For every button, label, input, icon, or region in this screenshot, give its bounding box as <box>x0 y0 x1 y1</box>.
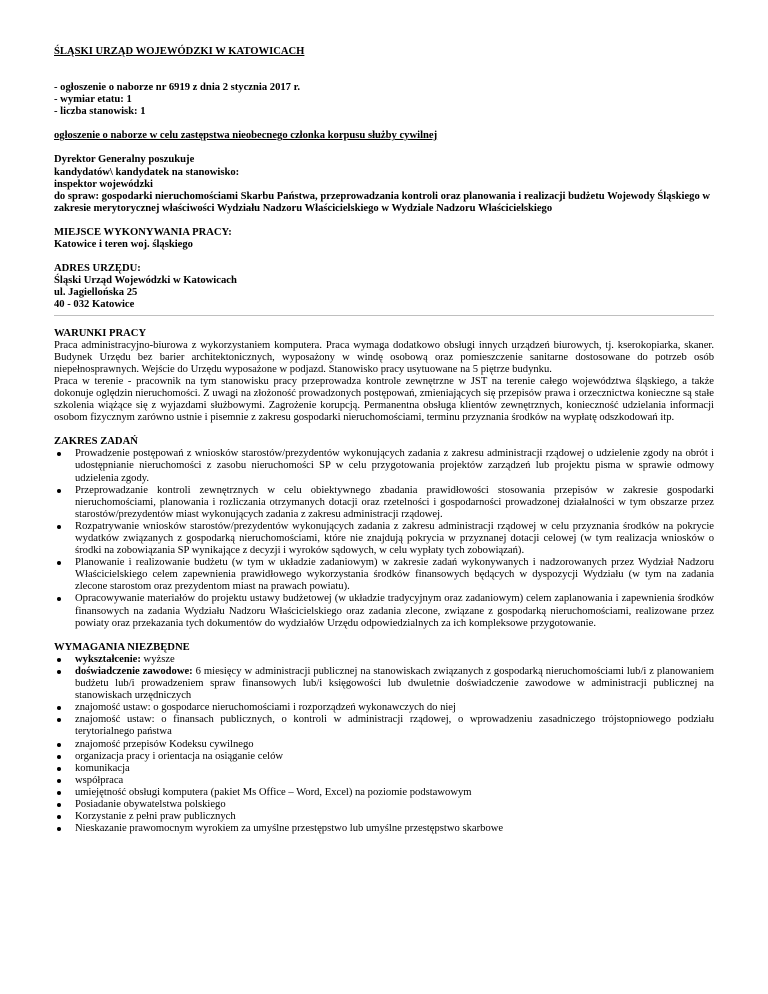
positions-count: - liczba stanowisk: 1 <box>54 106 146 118</box>
bullet-icon <box>57 658 61 662</box>
bullet-icon <box>57 452 61 456</box>
address-line-city: 40 - 032 Katowice <box>54 299 135 311</box>
bullet-icon <box>57 718 61 722</box>
list-item: Korzystanie z pełni praw publicznych <box>54 811 714 823</box>
list-item: doświadczenie zawodowe: 6 miesięcy w administracji publicznej na stanowiskach związanych z gospodarką nieruchomościami lub/i z planowaniem budżetu lub/i prowadzeniem spraw finansowych lub/i księgowości lub dwuletnie doświadczenie zawodowe w administracji publicznej na stanowiskach urzędniczych <box>54 666 714 702</box>
bullet-icon <box>57 779 61 783</box>
position-description <box>54 154 714 214</box>
workplace-section <box>54 227 714 251</box>
bullet-icon <box>57 597 61 601</box>
section-divider <box>54 315 714 316</box>
document-page <box>54 46 714 835</box>
position-line-candidates: kandydatów\ kandydatek na stanowisko: <box>54 166 240 178</box>
list-item: współpraca <box>54 775 714 787</box>
bullet-icon <box>57 755 61 759</box>
address-heading: ADRES URZĘDU: <box>54 263 141 275</box>
bullet-icon <box>57 670 61 674</box>
list-item: Rozpatrywanie wniosków starostów/prezydentów wykonujących zadania z zakresu administracji rządowej w celu przyznania środków na pokrycie wydatków związanych z gospodarką nieruchomościami, które nie znajdują pokrycia w przyznanej dotacji celowej (w tym realizacja wniosków o środki na zobowiązania SP wynikające z decyzji i wyroków sądowych, w celu wypłaty tych zobowiązań). <box>54 521 714 557</box>
list-item: znajomość przepisów Kodeksu cywilnego <box>54 739 714 751</box>
workplace-value: Katowice i teren woj. śląskiego <box>54 239 193 251</box>
list-item: Nieskazanie prawomocnym wyrokiem za umyślne przestępstwo lub umyślne przestępstwo skarbowe <box>54 823 714 835</box>
list-item: organizacja pracy i orientacja na osiąganie celów <box>54 751 714 763</box>
bullet-icon <box>57 561 61 565</box>
list-item: Opracowywanie materiałów do projektu ustawy budżetowej (w układzie tradycyjnym oraz zadaniowym) celem zaplanowania i zapewnienia środków finansowych na zadania Wydziału Nadzoru Właścicielskiego oraz zadania zlecone, związane z gospodarką nieruchomościami, realizowane przez powiaty oraz przekazania tych dokumentów do wydziałów Urzędu odpowiedzialnych za ich kompleksowe przygotowanie. <box>54 593 714 629</box>
bullet-icon <box>57 525 61 529</box>
requirements-heading: WYMAGANIA NIEZBĘDNE <box>54 641 190 653</box>
announcement-meta <box>54 82 714 118</box>
announcement-number: - ogłoszenie o naborze nr 6919 z dnia 2 stycznia 2017 r. <box>54 82 300 94</box>
workplace-heading: MIEJSCE WYKONYWANIA PRACY: <box>54 226 232 238</box>
bullet-icon <box>57 815 61 819</box>
conditions-paragraph-office: Praca administracyjno-biurowa z wykorzystaniem komputera. Praca wymaga dodatkowo obsługi innych urządzeń biurowych, tj. kserokopiarka, skaner. Budynek Urzędu bez barier architektonicznych, wyposażony w windę osobową oraz pomieszczenie sanitarne dostosowane do potrzeb osób niepełnosprawnych. Wejście do Urzędu wyposażone w podjazd. Stanowisko pracy usytuowane na 5 piętrze budynku. <box>54 339 714 375</box>
address-line-street: ul. Jagiellońska 25 <box>54 287 138 299</box>
list-item: znajomość ustaw: o finansach publicznych, o kontroli w administracji rządowej, o wprowadzeniu zasadniczego trójstopniowego podziału terytorialnego państwa <box>54 714 714 738</box>
announcement-subtitle: ogłoszenie o naborze w celu zastępstwa nieobecnego członka korpusu służby cywilnej <box>54 130 438 142</box>
requirements-list <box>54 654 714 835</box>
list-item: Planowanie i realizowanie budżetu (w tym w układzie zadaniowym) w zakresie zadań wykonywanych i nadzorowanych przez Wydział Nadzoru Właścicielskiego celem zapewnienia prawidłowego wykorzystania środków finansowych będących w dyspozycji Wydziału (w tym na zadania zlecone starostom oraz prezydentom miast na prawach powiatu). <box>54 557 714 593</box>
list-item: znajomość ustaw: o gospodarce nieruchomościami i rozporządzeń wykonawczych do niej <box>54 702 714 714</box>
list-item: wykształcenie: wyższe <box>54 654 714 666</box>
list-item: komunikacja <box>54 763 714 775</box>
list-item: Przeprowadzanie kontroli zewnętrznych w celu obiektywnego zbadania prawidłowości stosowania przepisów w zakresie gospodarki nieruchomościami, planowania i rozliczania otrzymanych dotacji oraz rzetelności i gospodarności prowadzonej działalności w tym obszarze przez starostów/prezydentów miast wykonujących zadania z zakresu administracji rządowej. <box>54 485 714 521</box>
list-item: Prowadzenie postępowań z wniosków starostów/prezydentów wykonujących zadania z zakresu administracji rządowej o udzielenie zgody na obrót i udostępnianie nieruchomości z zasobu nieruchomości SP w celu przygotowania projektów zarządzeń lub projektu pisma w sprawie odmowy udzielenia zgody. <box>54 448 714 484</box>
position-line-title: inspektor wojewódzki <box>54 178 153 190</box>
tasks-section <box>54 436 714 630</box>
bullet-icon <box>57 803 61 807</box>
bullet-icon <box>57 706 61 710</box>
address-section <box>54 263 714 311</box>
bullet-icon <box>57 791 61 795</box>
requirements-section <box>54 642 714 836</box>
list-item: Posiadanie obywatelstwa polskiego <box>54 799 714 811</box>
conditions-paragraph-field: Praca w terenie - pracownik na tym stanowisku pracy przeprowadza kontrole zewnętrzne w JST na terenie całego województwa śląskiego, a także dokonuje oględzin nieruchomości. Z uwagi na złożoność prowadzonych postępowań, zmieniających się przepisów prawa i orzecznictwa konieczne są stałe szkolenia wiążące się z wyjazdami służbowymi. Zagrożenie korupcją. Permanentna obsługa klientów zewnętrznych, konieczność udzielania informacji osobom fizycznym zarówno ustnie i pisemnie z zakresu gospodarki nieruchomościami, terminu przyznania środków na wypłatę odszkodowań itp. <box>54 375 714 424</box>
position-line-scope: do spraw: gospodarki nieruchomościami Skarbu Państwa, przeprowadzania kontroli oraz planowania i realizacji budżetu Wojewody Śląskiego w zakresie merytorycznej właściwości Wydziału Nadzoru Właścicielskiego w Wydziale Nadzoru Właścicielskiego <box>54 190 711 214</box>
office-title: ŚLĄSKI URZĄD WOJEWÓDZKI W KATOWICACH <box>54 46 305 57</box>
conditions-heading: WARUNKI PRACY <box>54 327 147 339</box>
bullet-icon <box>57 827 61 831</box>
address-line-office: Śląski Urząd Wojewódzki w Katowicach <box>54 275 237 287</box>
bullet-icon <box>57 489 61 493</box>
bullet-icon <box>57 743 61 747</box>
tasks-heading: ZAKRES ZADAŃ <box>54 436 138 448</box>
conditions-section <box>54 328 714 425</box>
tasks-list <box>54 448 714 629</box>
employment-size: - wymiar etatu: 1 <box>54 94 132 106</box>
list-item: umiejętność obsługi komputera (pakiet Ms Office – Word, Excel) na poziomie podstawowym <box>54 787 714 799</box>
bullet-icon <box>57 767 61 771</box>
position-line-director: Dyrektor Generalny poszukuje <box>54 154 195 166</box>
